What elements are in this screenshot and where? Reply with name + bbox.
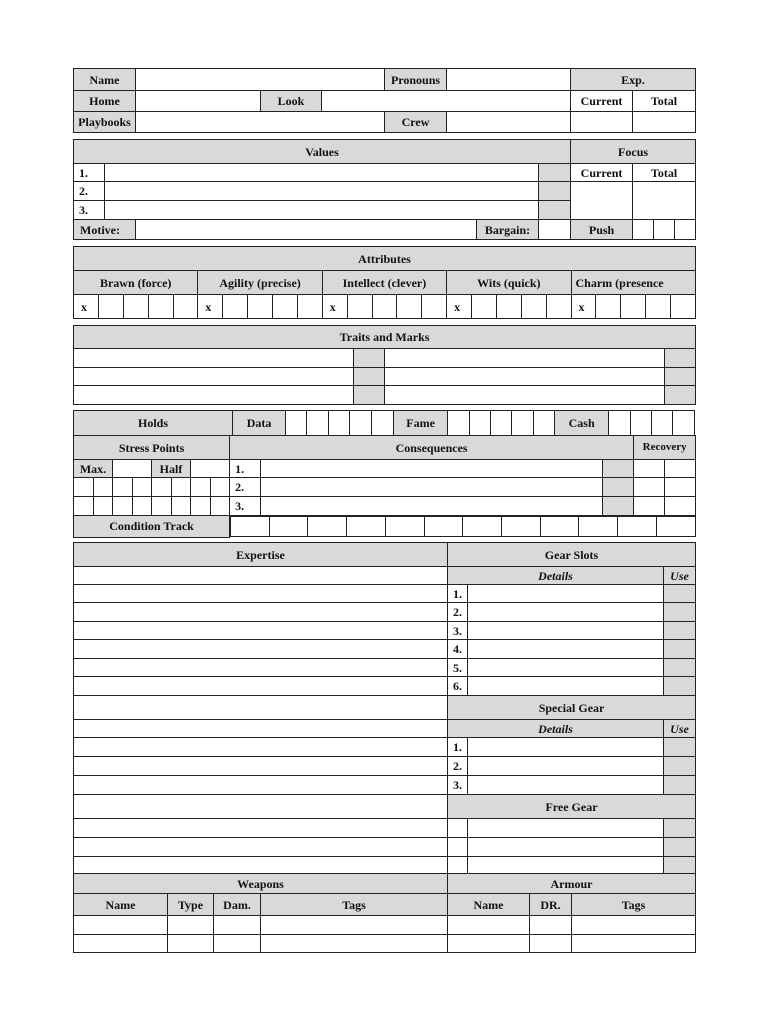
holds-title: Holds [74,411,233,436]
data-box[interactable] [371,411,393,436]
gear-use-label: Use [664,567,696,585]
data-box[interactable] [307,411,328,436]
stress-row [74,497,696,516]
name-field[interactable] [136,69,385,91]
stress-box[interactable] [74,478,94,497]
free-gear-number [448,819,468,838]
exp-current-field[interactable] [571,112,633,133]
value-field[interactable] [105,182,539,201]
focus-title: Focus [571,140,696,164]
gear-number: 4. [448,640,468,659]
playbooks-label: Playbooks [74,112,136,133]
trait-field[interactable] [74,386,354,405]
free-gear-number [448,838,468,857]
attribute-brawn: Brawn (force) [74,271,198,295]
weapon-tags-field[interactable] [261,935,448,953]
consequence-number: 1. [230,460,261,478]
gear-use-box[interactable] [664,640,696,659]
condition-track-box[interactable] [424,517,463,537]
armour-dr-field[interactable] [530,916,572,935]
recovery-box[interactable] [665,460,696,478]
fame-box[interactable] [448,411,469,436]
weapon-damage-header: Dam. [214,894,261,916]
stress-box[interactable] [113,478,133,497]
condition-track-box[interactable] [618,517,657,537]
stress-table [73,435,696,538]
data-label: Data [233,411,286,436]
consequence-check[interactable] [603,497,634,516]
value-number: 3. [74,201,105,220]
attributes-title: Attributes [74,247,696,271]
gear-number: 3. [448,622,468,640]
trait-mark[interactable] [665,368,696,386]
attribute-box[interactable] [646,295,671,319]
gear-details-field[interactable] [468,603,664,622]
fame-box[interactable] [512,411,533,436]
attribute-box[interactable] [472,295,497,319]
condition-track-box[interactable] [540,517,579,537]
attribute-box[interactable] [173,295,198,319]
holds-table [73,410,695,436]
pronouns-label: Pronouns [385,69,447,91]
consequence-field[interactable] [261,460,603,478]
expertise-field[interactable] [74,585,448,603]
look-label: Look [261,91,322,112]
attribute-box[interactable] [98,295,123,319]
gear-number: 5. [448,659,468,677]
expertise-field[interactable] [74,720,448,738]
stress-max-label: Max. [74,460,113,478]
gear-use-box[interactable] [664,819,696,838]
gear-use-box[interactable] [664,585,696,603]
attribute-box[interactable] [273,295,298,319]
gear-details-field[interactable] [468,677,664,696]
condition-track-boxes [230,516,696,537]
value-number: 1. [74,164,105,182]
traits-title: Traits and Marks [74,326,696,349]
header-table [73,68,696,133]
condition-track-label: Condition Track [74,516,230,538]
motive-label: Motive: [74,220,136,240]
weapon-tags-field[interactable] [261,916,448,935]
attribute-box[interactable] [671,295,696,319]
attribute-marker: x [447,295,472,319]
consequence-number: 2. [230,478,261,497]
condition-track-box[interactable] [347,517,386,537]
attributes-table [73,246,696,319]
gear-number: 2. [448,603,468,622]
bargain-field[interactable] [539,220,571,240]
armour-tags-field[interactable] [572,935,696,953]
expertise-field[interactable] [74,838,448,857]
consequence-check[interactable] [603,478,634,497]
armour-name-field[interactable] [448,935,530,953]
recovery-box[interactable] [634,478,665,497]
expertise-field[interactable] [74,567,448,585]
data-box[interactable] [350,411,371,436]
stress-box[interactable] [93,497,113,516]
attribute-box[interactable] [297,295,322,319]
condition-track-box[interactable] [463,517,502,537]
expertise-field[interactable] [74,738,448,757]
traits-table [73,325,696,405]
special-gear-title: Special Gear [448,696,696,720]
exp-label: Exp. [571,69,696,91]
stress-box[interactable] [171,478,191,497]
data-box[interactable] [328,411,349,436]
weapon-damage-field[interactable] [214,935,261,953]
gear-number: 3. [448,776,468,795]
recovery-title: Recovery [634,436,696,460]
expertise-field[interactable] [74,603,448,622]
fame-box[interactable] [490,411,511,436]
stress-box[interactable] [74,497,94,516]
special-use-label: Use [664,720,696,738]
bargain-label: Bargain: [477,220,539,240]
stress-box[interactable] [132,497,152,516]
expertise-field[interactable] [74,757,448,776]
gear-details-field[interactable] [468,776,664,795]
gear-details-field[interactable] [468,585,664,603]
trait-field[interactable] [74,349,354,368]
values-table [73,139,696,240]
attribute-charm: Charm (presence [571,271,696,295]
expertise-field[interactable] [74,659,448,677]
attribute-box[interactable] [422,295,447,319]
attribute-agility: Agility (precise) [198,271,322,295]
cash-box[interactable] [651,411,672,436]
attribute-box[interactable] [372,295,397,319]
gear-number: 1. [448,738,468,757]
weapon-name-header: Name [74,894,168,916]
gear-details-field[interactable] [468,838,664,857]
attribute-box[interactable] [223,295,248,319]
push-label: Push [571,220,633,240]
consequence-field[interactable] [261,478,603,497]
focus-total-label: Total [633,164,696,182]
armour-dr-field[interactable] [530,935,572,953]
gear-use-box[interactable] [664,738,696,757]
stress-box[interactable] [210,497,230,516]
armour-title: Armour [448,874,696,894]
gear-details-field[interactable] [468,819,664,838]
fame-box[interactable] [469,411,490,436]
playbooks-field[interactable] [136,112,385,133]
gear-details-field[interactable] [468,640,664,659]
fame-label: Fame [394,411,448,436]
value-check[interactable] [539,201,571,220]
weapon-type-field[interactable] [168,916,214,935]
attribute-marker: x [74,295,99,319]
gear-use-box[interactable] [664,603,696,622]
stress-box[interactable] [191,497,211,516]
attribute-wits: Wits (quick) [447,271,571,295]
recovery-box[interactable] [665,478,696,497]
stress-box[interactable] [152,497,172,516]
trait-mark[interactable] [354,368,385,386]
armour-tags-field[interactable] [572,916,696,935]
armour-name-field[interactable] [448,916,530,935]
gear-use-box[interactable] [664,622,696,640]
value-field[interactable] [105,201,539,220]
expertise-field[interactable] [74,819,448,838]
trait-field[interactable] [385,368,665,386]
expertise-field[interactable] [74,776,448,795]
gear-use-box[interactable] [664,677,696,696]
condition-track-box[interactable] [502,517,541,537]
trait-field[interactable] [74,368,354,386]
expertise-table [73,542,696,876]
consequence-number: 3. [230,497,261,516]
expertise-field[interactable] [74,677,448,696]
stress-points-title: Stress Points [74,436,230,460]
weapon-tags-header: Tags [261,894,448,916]
attribute-box[interactable] [148,295,173,319]
push-box[interactable] [654,220,675,240]
attribute-box[interactable] [248,295,273,319]
crew-label: Crew [385,112,447,133]
stress-box[interactable] [132,478,152,497]
attribute-box[interactable] [596,295,621,319]
weapons-title: Weapons [74,874,448,894]
stress-box[interactable] [93,478,113,497]
attribute-box[interactable] [496,295,521,319]
cash-box[interactable] [673,411,695,436]
push-box[interactable] [633,220,654,240]
value-check[interactable] [539,164,571,182]
home-label: Home [74,91,136,112]
attribute-box[interactable] [123,295,148,319]
stress-box[interactable] [171,497,191,516]
expertise-field[interactable] [74,696,448,720]
recovery-box[interactable] [634,497,665,516]
data-box[interactable] [286,411,307,436]
trait-mark[interactable] [665,349,696,368]
value-number: 2. [74,182,105,201]
armour-name-header: Name [448,894,530,916]
values-title: Values [74,140,571,164]
gear-number: 1. [448,585,468,603]
recovery-box[interactable] [634,460,665,478]
trait-mark[interactable] [665,386,696,405]
attribute-box[interactable] [621,295,646,319]
fame-box[interactable] [533,411,554,436]
attribute-marker: x [198,295,223,319]
attribute-intellect: Intellect (clever) [322,271,446,295]
motive-field[interactable] [136,220,477,240]
stress-box[interactable] [210,478,230,497]
recovery-box[interactable] [665,497,696,516]
stress-half-field[interactable] [191,460,230,478]
home-field[interactable] [136,91,261,112]
armour-dr-header: DR. [530,894,572,916]
focus-current-field[interactable] [571,182,633,220]
pronouns-field[interactable] [447,69,571,91]
stress-max-field[interactable] [113,460,152,478]
exp-total-field[interactable] [633,112,696,133]
push-box[interactable] [675,220,696,240]
consequences-title: Consequences [230,436,634,460]
value-check[interactable] [539,182,571,201]
weapon-type-header: Type [168,894,214,916]
exp-current-label: Current [571,91,633,112]
cash-label: Cash [555,411,609,436]
consequence-check[interactable] [603,460,634,478]
armour-tags-header: Tags [572,894,696,916]
attribute-marker: x [571,295,596,319]
stress-half-label: Half [152,460,191,478]
condition-track-box[interactable] [269,517,308,537]
weapon-name-field[interactable] [74,916,168,935]
cash-box[interactable] [609,411,630,436]
weapon-damage-field[interactable] [214,916,261,935]
consequence-field[interactable] [261,497,603,516]
crew-field[interactable] [447,112,571,133]
condition-track [230,516,696,538]
expertise-field[interactable] [74,640,448,659]
gear-details-field[interactable] [468,757,664,776]
gear-use-box[interactable] [664,776,696,795]
special-details-label: Details [448,720,664,738]
gear-use-box[interactable] [664,757,696,776]
name-label: Name [74,69,136,91]
expertise-field[interactable] [74,795,448,819]
attribute-box[interactable] [546,295,571,319]
attribute-marker: x [322,295,347,319]
trait-field[interactable] [385,386,665,405]
trait-field[interactable] [385,349,665,368]
weapon-name-field[interactable] [74,935,168,953]
gear-number: 2. [448,757,468,776]
look-field[interactable] [322,91,571,112]
attribute-box[interactable] [347,295,372,319]
focus-current-label: Current [571,164,633,182]
stress-box[interactable] [113,497,133,516]
gear-use-box[interactable] [664,659,696,677]
condition-track-box[interactable] [656,517,695,537]
attribute-box[interactable] [521,295,546,319]
weapon-type-field[interactable] [168,935,214,953]
gear-details-field[interactable] [468,622,664,640]
weapons-table [73,873,696,953]
expertise-title: Expertise [74,543,448,567]
gear-details-field[interactable] [468,659,664,677]
gear-slots-title: Gear Slots [448,543,696,567]
gear-details-label: Details [448,567,664,585]
condition-track-box[interactable] [231,517,270,537]
free-gear-title: Free Gear [448,795,696,819]
exp-total-label: Total [633,91,696,112]
stress-box[interactable] [191,478,211,497]
condition-track-box[interactable] [385,517,424,537]
stress-row [74,478,696,497]
gear-number: 6. [448,677,468,696]
focus-total-field[interactable] [633,182,696,220]
value-field[interactable] [105,164,539,182]
gear-use-box[interactable] [664,838,696,857]
cash-box[interactable] [630,411,651,436]
expertise-field[interactable] [74,622,448,640]
gear-details-field[interactable] [468,738,664,757]
condition-track-box[interactable] [579,517,618,537]
trait-mark[interactable] [354,349,385,368]
condition-track-box[interactable] [308,517,347,537]
attribute-box[interactable] [397,295,422,319]
attribute-boxes-row [74,295,696,319]
trait-mark[interactable] [354,386,385,405]
stress-box[interactable] [152,478,172,497]
